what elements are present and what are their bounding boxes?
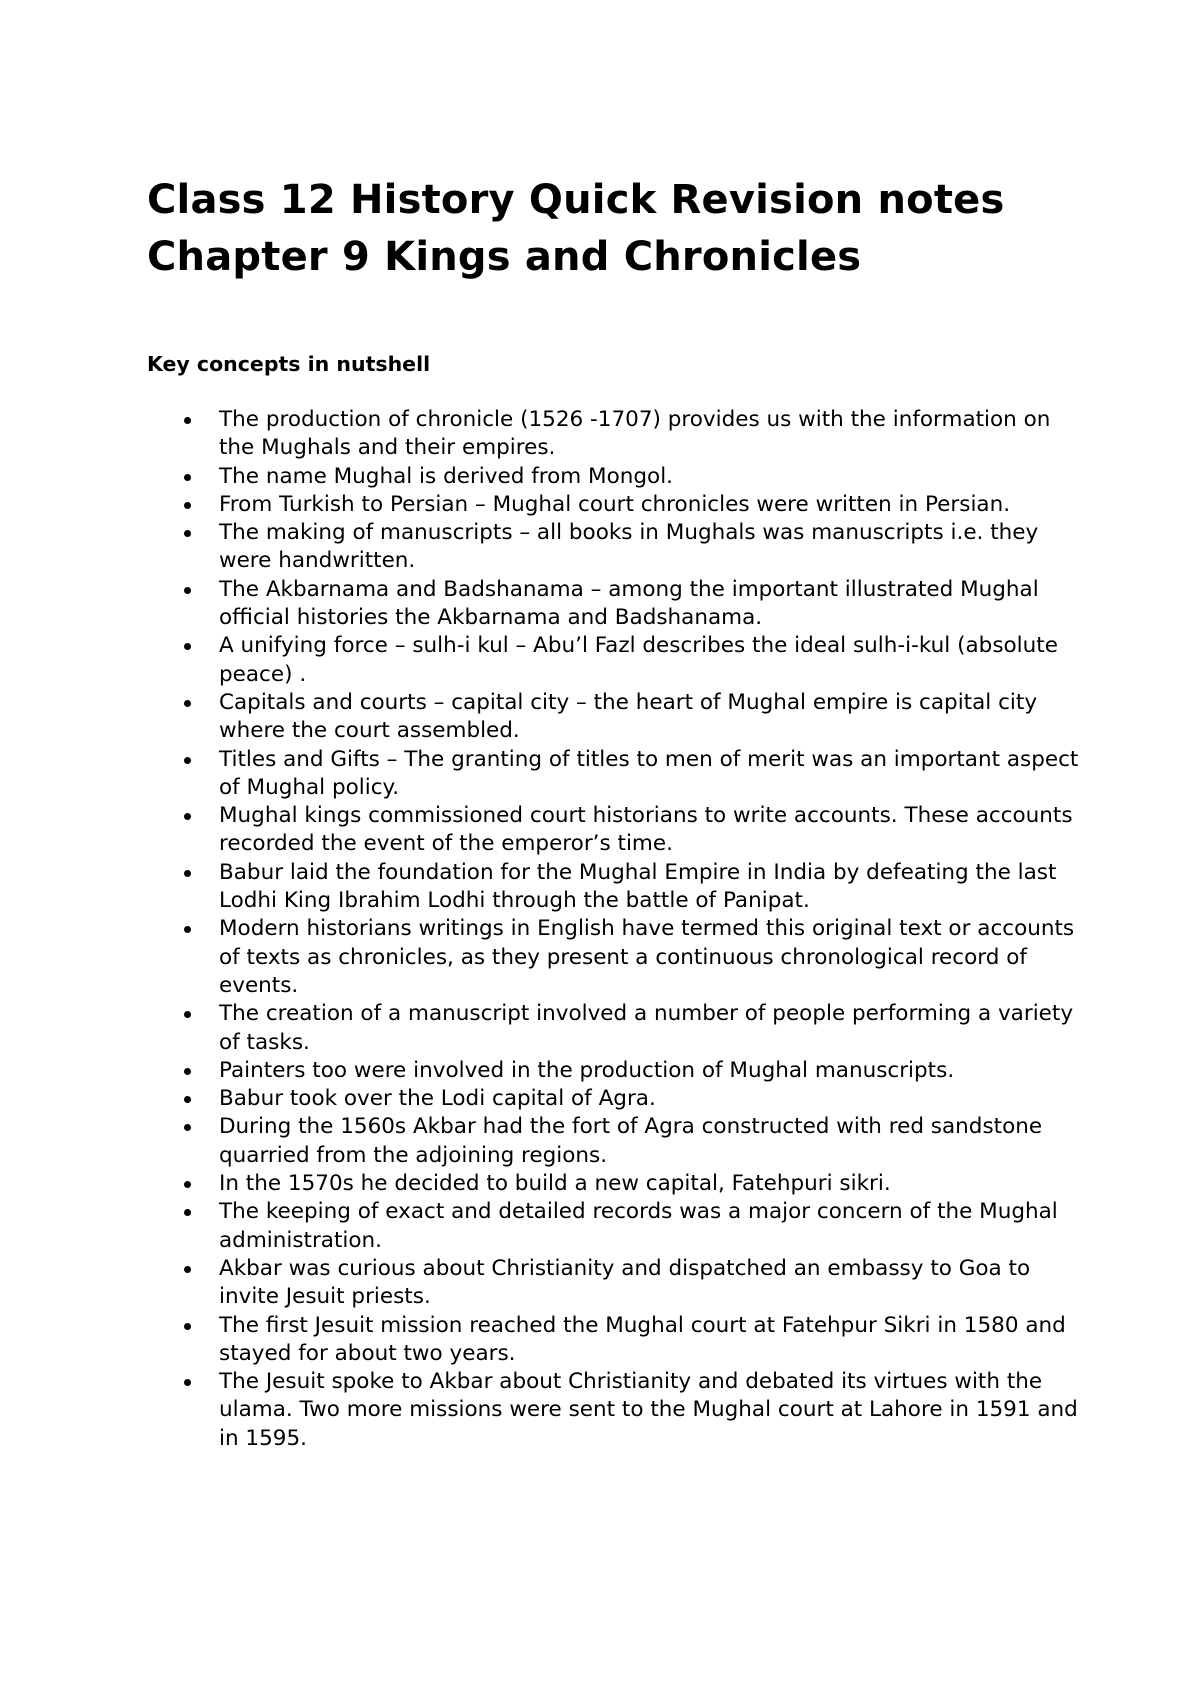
list-item-text: In the 1570s he decided to build a new capital, Fatehpuri sikri. (219, 1171, 891, 1197)
list-item (147, 1198, 1087, 1255)
list-item-text: The name Mughal is derived from Mongol. (219, 463, 673, 489)
bullet-icon (184, 1209, 191, 1216)
bullet-icon (184, 926, 191, 933)
bullet-icon (184, 530, 191, 537)
bullet-icon (184, 587, 191, 594)
list-item-text: Akbar was curious about Christianity and dispatched an embassy to Goa to invite Jesuit priests. (219, 1255, 1031, 1310)
list-item (147, 859, 1087, 916)
notes-bullet-list (147, 406, 1087, 1453)
list-item-text: The Akbarnama and Badshanama – among the important illustrated Mughal official histories the Akbarnama and Badshanama. (219, 576, 1039, 631)
bullet-icon (184, 1124, 191, 1131)
section-heading: Key concepts in nutshell (147, 352, 431, 376)
bullet-icon (184, 1266, 191, 1273)
page-title: Class 12 History Quick Revision notes Chapter 9 Kings and Chronicles (147, 177, 1005, 280)
bullet-icon (184, 1379, 191, 1386)
list-item (147, 1000, 1087, 1057)
list-item-text: The keeping of exact and detailed records was a major concern of the Mughal administration. (219, 1199, 1058, 1253)
list-item-text: From Turkish to Persian – Mughal court chronicles were written in Persian. (219, 491, 1011, 517)
bullet-icon (184, 757, 191, 764)
list-item (147, 406, 1087, 463)
list-item-text: The making of manuscripts – all books in Mughals was manuscripts i.e. they were handwritten. (219, 520, 1039, 574)
bullet-icon (184, 643, 191, 650)
list-item (147, 689, 1087, 746)
list-item (147, 463, 1087, 491)
bullet-icon (184, 813, 191, 820)
list-item (147, 802, 1087, 859)
list-item-text: Modern historians writings in English have termed this original text or accounts of texts as chronicles, as they present a continuous chronological record of events. (219, 916, 1075, 998)
list-item-text: Babur took over the Lodi capital of Agra. (219, 1086, 656, 1112)
list-item-text: Babur laid the foundation for the Mughal Empire in India by defeating the last Lodhi King Ibrahim Lodhi through the battle of Panipat. (219, 859, 1057, 914)
list-item-text: The creation of a manuscript involved a number of people performing a variety of tasks. (219, 1001, 1074, 1055)
list-item (147, 519, 1087, 576)
bullet-icon (184, 700, 191, 707)
list-item-text: The Jesuit spoke to Akbar about Christianity and debated its virtues with the ulama. Two more missions were sent to the Mughal court at Lahore in 1591 and in 1595. (219, 1369, 1078, 1451)
bullet-icon (184, 417, 191, 424)
bullet-icon (184, 502, 191, 509)
list-item (147, 491, 1087, 519)
bullet-icon (184, 1096, 191, 1103)
bullet-icon (184, 1181, 191, 1188)
list-item-text: Painters too were involved in the production of Mughal manuscripts. (219, 1057, 955, 1083)
list-item-text: Capitals and courts – capital city – the heart of Mughal empire is capital city where the court assembled. (219, 689, 1038, 744)
list-item (147, 746, 1087, 803)
bullet-icon (184, 870, 191, 877)
bullet-icon (184, 474, 191, 481)
list-item (147, 576, 1087, 633)
list-item (147, 1368, 1087, 1453)
bullet-icon (184, 1323, 191, 1330)
bullet-icon (184, 1068, 191, 1075)
list-item-text: Mughal kings commissioned court historians to write accounts. These accounts recorded the event of the emperor’s time. (219, 803, 1073, 857)
list-item (147, 1312, 1087, 1369)
list-item-text: A unifying force – sulh-i kul – Abu’l Fazl describes the ideal sulh-i-kul (absolute peace) . (219, 633, 1058, 687)
list-item-text: The first Jesuit mission reached the Mughal court at Fatehpur Sikri in 1580 and stayed for about two years. (219, 1312, 1066, 1366)
list-item (147, 1113, 1087, 1170)
bullet-icon (184, 1011, 191, 1018)
list-item (147, 1085, 1087, 1113)
list-item (147, 915, 1087, 1000)
list-item (147, 632, 1087, 689)
list-item-text: During the 1560s Akbar had the fort of Agra constructed with red sandstone quarried from the adjoining regions. (219, 1114, 1043, 1168)
list-item (147, 1170, 1087, 1198)
list-item (147, 1057, 1087, 1085)
list-item (147, 1255, 1087, 1312)
list-item-text: Titles and Gifts – The granting of titles to men of merit was an important aspect of Mughal policy. (219, 746, 1079, 800)
list-item-text: The production of chronicle (1526 -1707) provides us with the information on the Mughals and their empires. (219, 407, 1051, 461)
